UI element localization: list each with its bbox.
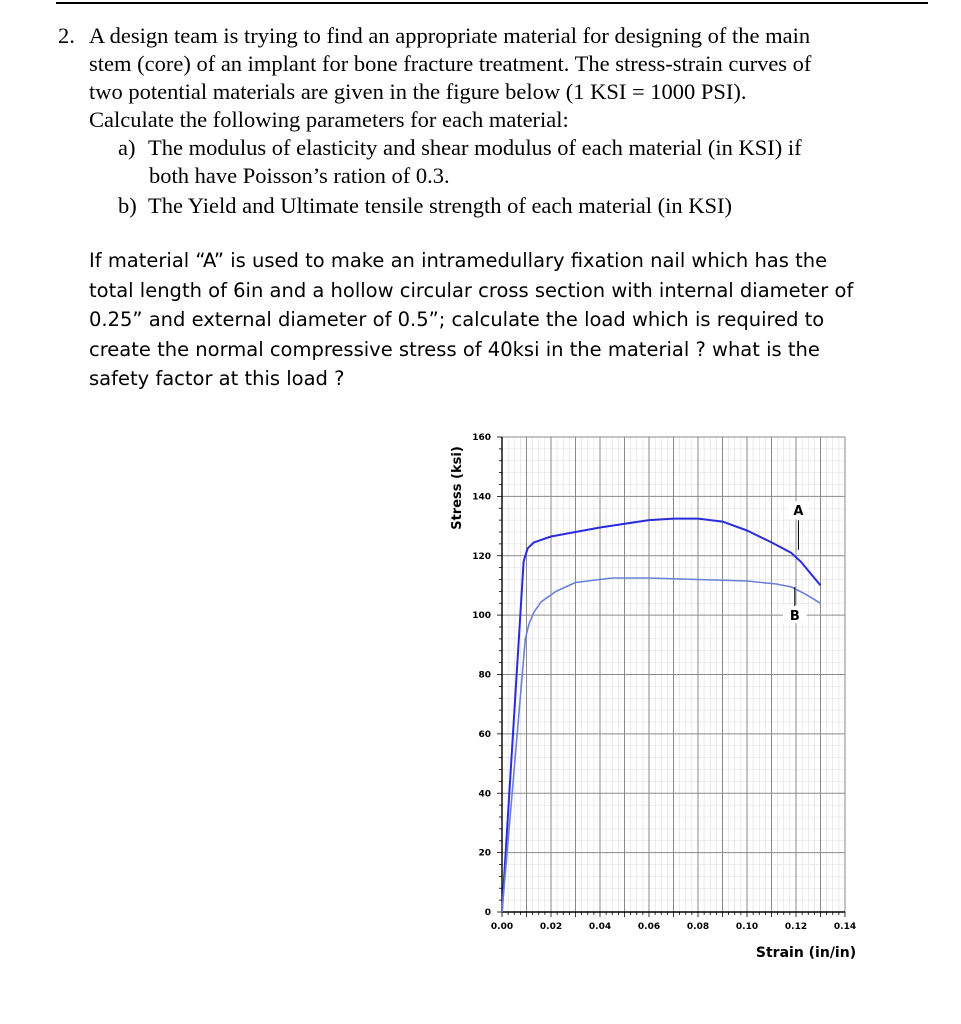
y-tick-label: 80 [478,670,491,681]
x-tick-label: 0.02 [539,922,563,932]
problem-line-1: 2. A design team is trying to find an appropriate material for designing of the main [58,23,811,48]
y-tick-label: 60 [478,729,491,740]
x-tick-label: 0.06 [637,922,661,932]
paragraph-line-4: create the normal compressive stress of 40ksi in the material ? what is the [89,337,820,361]
y-tick-label: 40 [478,789,491,800]
x-tick-label: 0.14 [833,922,857,932]
series-label-a: A [793,504,804,520]
x-tick-label: 0.08 [686,922,710,932]
problem-line-3: two potential materials are given in the figure below (1 KSI = 1000 PSI). [89,79,747,104]
paragraph-line-3: 0.25” and external diameter of 0.5”; calculate the load which is required to [89,308,825,331]
problem-line-4: Calculate the following parameters for each material: [89,107,569,132]
y-tick-label: 20 [478,848,491,859]
problem-line-2: stem (core) of an implant for bone fracture treatment. The stress-strain curves of [89,51,812,76]
y-axis-label: Stress (ksi) [450,446,465,530]
paragraph-line-5: safety factor at this load ? [89,367,345,390]
series-label-b: B [789,609,800,625]
part-a-line-2: both have Poisson’s ration of 0.3. [149,163,450,188]
x-tick-label: 0.04 [588,922,612,932]
paragraph-line-2: total length of 6in and a hollow circular cross section with internal diameter of [89,278,854,302]
part-b-line-1: The Yield and Ultimate tensile strength of each material (in KSI) [148,193,732,218]
paragraph-line-1: If material “A” is used to make an intramedullary fixation nail which has the [89,249,828,272]
y-tick-label: 120 [472,551,491,562]
x-axis-label: Strain (in/in) [755,945,857,961]
y-tick-label: 160 [472,433,491,443]
x-tick-label: 0.10 [735,922,759,932]
y-tick-label: 0 [484,908,491,918]
y-tick-label: 140 [472,492,491,503]
problem-number: 2. [58,23,75,48]
x-tick-label: 0.12 [784,922,808,932]
part-b-label: b) [118,193,137,218]
x-tick-label: 0.00 [490,922,514,932]
y-tick-label: 100 [472,611,491,622]
part-a-line-1: The modulus of elasticity and shear modulus of each material (in KSI) if [148,135,802,160]
part-a-label: a) [118,135,136,160]
